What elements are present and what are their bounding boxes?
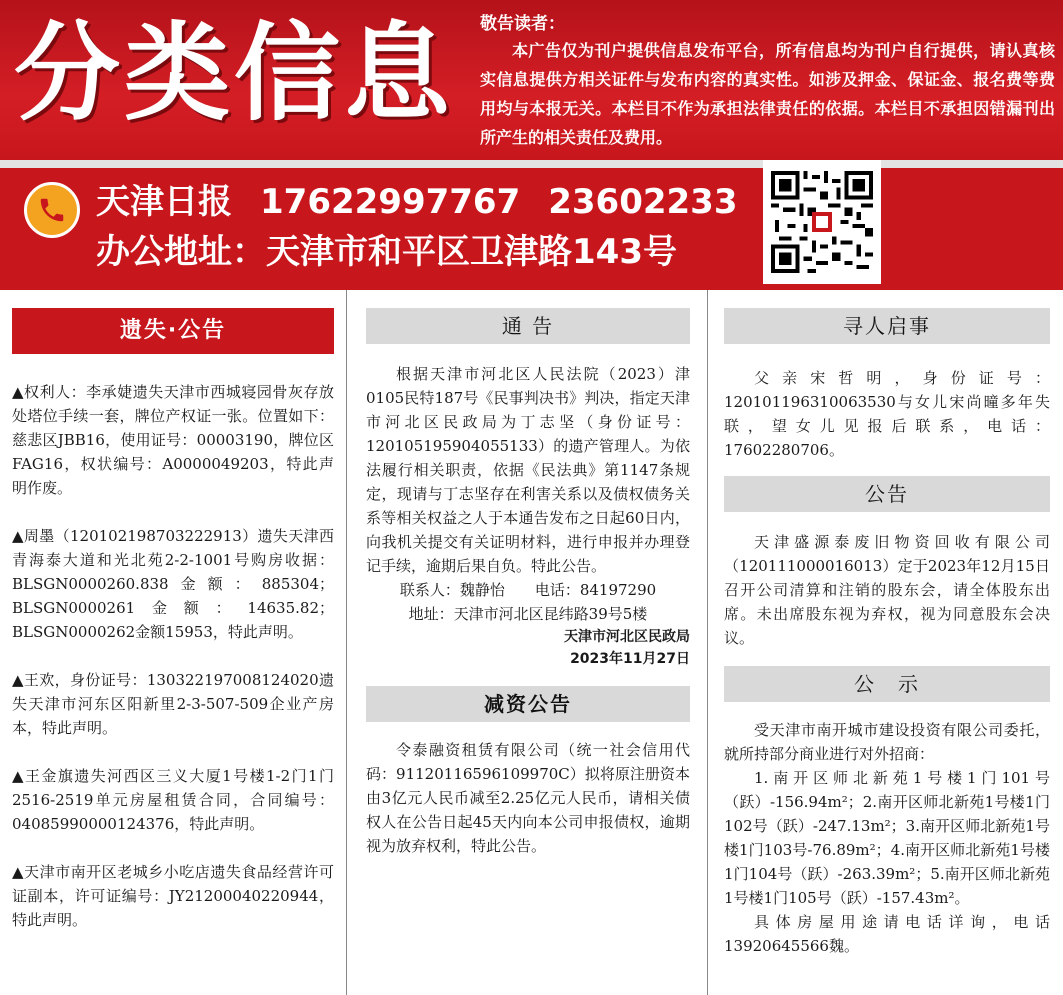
- publicity-intro: 受天津市南开城市建设投资有限公司委托，就所持部分商业进行对外招商：: [724, 721, 1050, 763]
- header-banner: [0, 0, 1063, 290]
- phone-number-2[interactable]: 23602233: [548, 182, 738, 222]
- list-item: ▲周墨（120102198703222913）遗失天津西青海泰大道和光北苑2-2-1001号购房收据：BLSGN0000260.838金额：885304；BLSGN0000261金额：14635.82；BLSGN0000262金额15953，特此声明。: [12, 527, 334, 641]
- phone-glyph: [37, 195, 67, 225]
- notice-body: 根据天津市河北区人民法院（2023）津0105民特187号《民事判决书》判决，指定天津市河北区民政局为丁志坚（身份证号：120105195904055133）的遗产管理人。为依法履行相关职责，依据《民法典》第1147条规定，现请与丁志坚存在利害关系以及债权债务关系等相关权益之人于本通告发布之日起60日内，向我机关提交有关证明材料，进行申报并办理登记手续，逾期后果自负。特此公告。: [366, 365, 690, 575]
- publicity-footer: 具体房屋用途请电话详询，电话13920645566魏。: [724, 913, 1050, 955]
- notice-title: 敬告读者：: [480, 14, 565, 34]
- section-heading-capital-reduction: 减资公告: [366, 686, 690, 722]
- page-title: 分类信息: [14, 12, 454, 135]
- column-notices: [366, 298, 690, 995]
- contact-bar: [0, 168, 1063, 290]
- section-heading-notice: 通 告: [366, 308, 690, 344]
- column-lost-notices: [12, 298, 334, 995]
- notice-signer: 天津市河北区民政局: [564, 629, 690, 645]
- capital-reduction-body: 令泰融资租赁有限公司（统一社会信用代码：91120116596109970C）拟将原注册资本由3亿元人民币减至2.25亿元人民币，请相关债权人在公告日起45天内向本公司申报债权，逾期视为放弃权利，特此公告。: [366, 741, 690, 855]
- section-heading-lost: 遗失·公告: [12, 308, 334, 354]
- qr-code-graphic: [771, 168, 873, 276]
- notice-text: 本广告仅为刊户提供信息发布平台，所有信息均为刊户自行提供，请认真核实信息提供方相关证件与发布内容的真实性。如涉及押金、保证金、报名费等费用均与本报无关。本栏目不作为承担法律责任的依据。本栏目不承担因错漏刊出所产生的相关责任及费用。: [480, 41, 1055, 147]
- qr-code-icon[interactable]: [763, 160, 881, 284]
- missing-person-body: 父亲宋哲明，身份证号：120101196310063530与女儿宋尚曈多年失联，望女儿见报后联系，电话：17602280706。: [724, 369, 1050, 459]
- header-divider: [0, 160, 1063, 168]
- list-item: ▲权利人：李承婕遗失天津市西城寝园骨灰存放处塔位手续一套，牌位产权证一张。位置如下：慈悲区JBB16，使用证号：00003190，牌位区FAG16，权状编号：A0000049203，特此声明作废。: [12, 383, 334, 497]
- header-top: [0, 0, 1063, 160]
- phone-icon: [24, 182, 80, 238]
- announcement-body: 天津盛源泰废旧物资回收有限公司（120111000016013）定于2023年12月15日召开公司清算和注销的股东会，请全体股东出席。未出席股东视为弃权，视为同意股东会决议。: [724, 533, 1050, 647]
- list-item: ▲王金旗遗失河西区三义大厦1号楼1-2门1门2516-2519单元房屋租赁合同，合同编号：04085990000124376，特此声明。: [12, 767, 334, 833]
- notice-address: 地址：天津市河北区昆纬路39号5楼: [408, 605, 648, 623]
- notice-contact: 联系人：魏静怡 电话：84197290: [399, 581, 657, 599]
- contact-phones: [96, 180, 766, 224]
- section-heading-missing-person: 寻人启事: [724, 308, 1050, 344]
- office-address: 办公地址：天津市和平区卫津路143号: [96, 232, 677, 272]
- column-divider: [707, 290, 708, 995]
- section-heading-publicity: 公 示: [724, 666, 1050, 702]
- notice-date: 2023年11月27日: [570, 651, 690, 667]
- publicity-list: 1.南开区师北新苑1号楼1门101号（跃）-156.94m²；2.南开区师北新苑1号楼1门102号（跃）-247.13m²；3.南开区师北新苑1号楼1门103号-76.89m²；4.南开区师北新苑1号楼1门104号（跃）-263.39m²；5.南开区师北新苑1号楼1门105号（跃）-157.43m²。: [724, 769, 1050, 907]
- section-heading-announcement: 公告: [724, 476, 1050, 512]
- column-misc: [724, 298, 1050, 995]
- list-item: ▲王欢，身份证号：130322197008124020遗失天津市河东区阳新里2-3-507-509企业产房本，特此声明。: [12, 671, 334, 737]
- phone-number-1[interactable]: 17622997767: [260, 182, 521, 222]
- reader-notice: [480, 12, 1055, 158]
- newspaper-name: 天津日报: [96, 182, 232, 222]
- list-item: ▲天津市南开区老城乡小吃店遗失食品经营许可证副本，许可证编号：JY21200040220944，特此声明。: [12, 863, 334, 929]
- column-divider: [346, 290, 347, 995]
